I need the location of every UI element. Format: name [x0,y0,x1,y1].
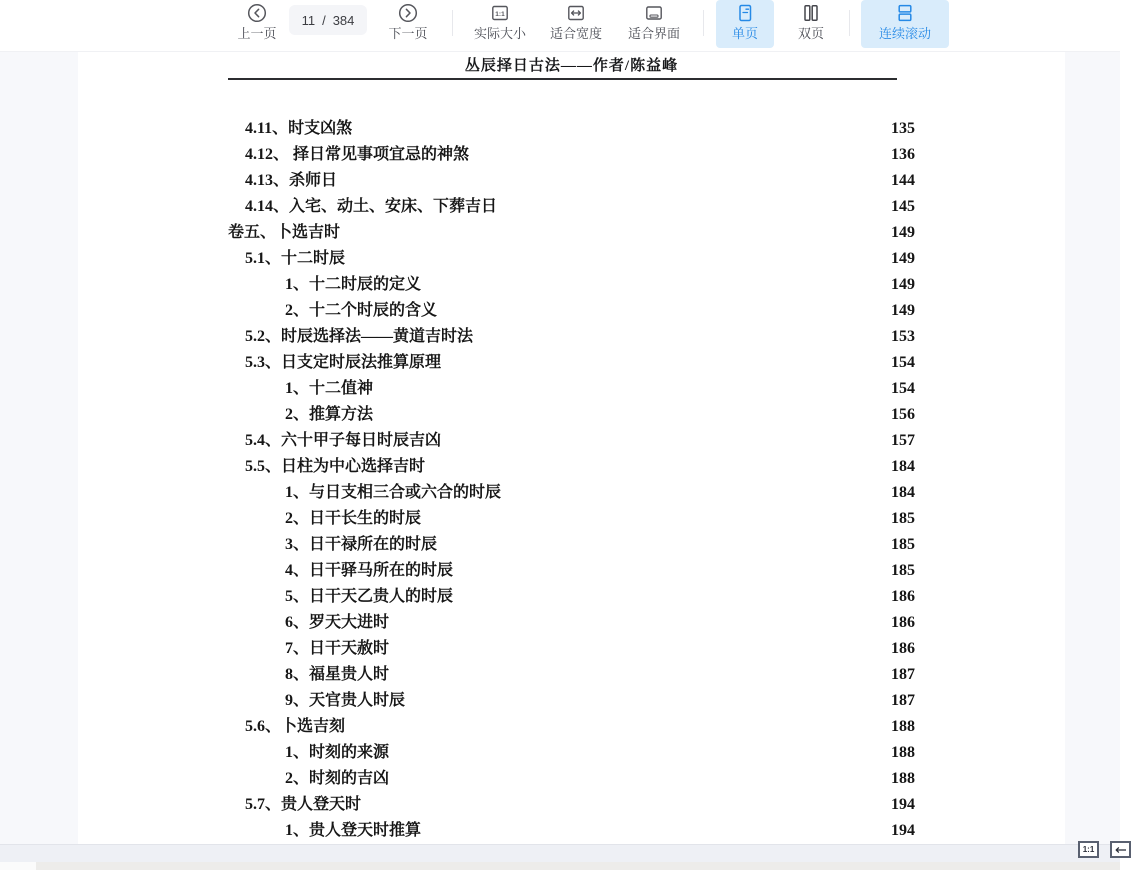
pdf-page[interactable] [78,52,1065,844]
toc-entry-label: 4.12、 择日常见事项宜忌的神煞 [245,146,470,163]
fit-width-icon [566,3,586,26]
toc-list [228,113,915,867]
toc-entry-page: 153 [891,328,915,345]
toc-entry-label: 2、时刻的吉凶 [285,770,390,787]
toc-entry [228,477,915,503]
prev-page-icon [247,3,267,26]
toc-entry [228,321,915,347]
toc-entry-page: 185 [891,536,915,553]
double-page-label: 双页 [797,26,824,41]
page-current: 11 [301,12,316,28]
toc-entry [228,607,915,633]
single-page-label: 单页 [731,26,758,41]
bottom-edge-strip [0,862,1120,870]
toc-entry [228,737,915,763]
toc-entry-page: 136 [891,146,915,163]
toc-entry [228,113,915,139]
toc-entry-label: 1、时刻的来源 [285,744,390,761]
toc-entry [228,399,915,425]
toc-entry [228,295,915,321]
toc-entry-label: 5.6、卜选吉刻 [245,718,346,735]
toc-entry [228,581,915,607]
toc-entry [228,451,915,477]
toc-entry-page: 144 [891,172,915,189]
mini-fit-width-icon[interactable] [1110,841,1131,858]
pdf-toolbar [0,0,1120,52]
toc-entry [228,685,915,711]
prev-page-button[interactable] [230,0,284,48]
toc-entry-label: 1、十二时辰的定义 [285,276,422,293]
toc-entry [228,373,915,399]
header-rule [228,78,897,80]
prev-page-label: 上一页 [237,26,277,41]
toc-entry [228,633,915,659]
toc-entry [228,269,915,295]
next-page-label: 下一页 [388,26,428,41]
toc-entry-page: 184 [891,458,915,475]
toc-entry-label: 1、贵人登天时推算 [285,822,422,839]
toc-entry-page: 149 [891,302,915,319]
next-page-button[interactable] [381,0,435,48]
toc-entry-label: 5.4、六十甲子每日时辰吉凶 [245,432,442,449]
toc-entry-label: 5、日干天乙贵人的时辰 [285,588,454,605]
toc-entry-page: 149 [891,250,915,267]
toc-entry-page: 157 [891,432,915,449]
toc-entry [228,555,915,581]
fit-width-button[interactable] [540,0,612,48]
toc-entry-label: 1、十二值神 [285,380,374,397]
toc-entry-page: 187 [891,692,915,709]
toc-entry-page: 184 [891,484,915,501]
page-total: 384 [332,12,355,28]
mini-actual-size-icon[interactable] [1078,841,1099,858]
toc-entry-label: 5.2、时辰选择法——黄道吉时法 [245,328,474,345]
toc-entry-page: 194 [891,822,915,839]
toc-entry-label: 8、福星贵人时 [285,666,390,683]
bottom-edge-strip-left [0,862,36,870]
fit-page-button[interactable] [618,0,690,48]
double-page-icon [801,3,821,26]
toc-entry-label: 4.11、时支凶煞 [245,120,353,137]
toc-entry-page: 186 [891,614,915,631]
toc-entry [228,243,915,269]
mini-actual-size-text: 1:1 [1082,845,1095,854]
actual-size-button[interactable] [464,0,536,48]
toc-entry-label: 2、推算方法 [285,406,374,423]
toc-entry [228,659,915,685]
toc-entry-label: 4、日干驿马所在的时辰 [285,562,454,579]
document-header-title: 丛辰择日古法——作者/陈益峰 [464,58,679,74]
toc-entry [228,139,915,165]
toc-entry [228,529,915,555]
toc-entry-page: 185 [891,562,915,579]
toc-entry-label: 6、罗天大进时 [285,614,390,631]
next-page-icon [398,3,418,26]
single-page-button[interactable] [716,0,774,48]
toc-entry-label: 1、与日支相三合或六合的时辰 [285,484,502,501]
toc-entry [228,347,915,373]
toc-entry-page: 185 [891,510,915,527]
toc-entry [228,763,915,789]
toc-entry-page: 194 [891,796,915,813]
page-number-input[interactable] [289,5,367,35]
toc-entry [228,503,915,529]
toc-entry-page: 154 [891,354,915,371]
toc-entry-page: 188 [891,718,915,735]
fit-page-label: 适合界面 [627,26,680,41]
actual-size-label: 实际大小 [473,26,526,41]
toolbar-divider [703,10,704,36]
toc-entry [228,815,915,841]
svg-text:1:1: 1:1 [495,10,505,18]
toc-entry-label: 5.1、十二时辰 [245,250,346,267]
toc-entry-label: 5.5、日柱为中心选择吉时 [245,458,426,475]
toc-entry-page: 186 [891,588,915,605]
toc-entry [228,217,915,243]
toc-entry-label: 5.7、贵人登天时 [245,796,362,813]
toc-entry-page: 188 [891,744,915,761]
toc-entry [228,425,915,451]
toc-entry-label: 2、十二个时辰的含义 [285,302,438,319]
continuous-scroll-button[interactable] [861,0,949,48]
toc-entry [228,191,915,217]
double-page-button[interactable] [785,0,837,48]
toc-entry-page: 149 [891,276,915,293]
toc-entry-label: 3、日干禄所在的时辰 [285,536,438,553]
bottom-status-bar [0,844,1120,862]
single-page-icon [735,3,755,26]
fit-page-icon [644,3,664,26]
toc-entry-label: 4.14、入宅、动土、安床、下葬吉日 [245,198,498,215]
document-viewer [0,52,1120,844]
toc-entry-label: 5.3、日支定时辰法推算原理 [245,354,442,371]
toc-entry-label: 2、日干长生的时辰 [285,510,422,527]
toc-entry-page: 156 [891,406,915,423]
toc-entry [228,165,915,191]
toc-entry-page: 154 [891,380,915,397]
continuous-scroll-icon [895,3,915,26]
toc-entry-page: 186 [891,640,915,657]
continuous-scroll-label: 连续滚动 [878,26,931,41]
toc-entry [228,789,915,815]
toc-entry-page: 187 [891,666,915,683]
toc-entry-page: 145 [891,198,915,215]
toc-entry-label: 4.13、杀师日 [245,172,338,189]
toolbar-divider [452,10,453,36]
fit-width-label: 适合宽度 [549,26,602,41]
toc-entry [228,711,915,737]
toc-entry-page: 149 [891,224,915,241]
scrollbar-track[interactable] [1065,52,1120,844]
toc-entry-page: 188 [891,770,915,787]
actual-size-icon [490,3,510,26]
left-panel-strip [0,52,78,844]
page-separator: / [322,12,326,28]
toc-entry-label: 9、天官贵人时辰 [285,692,406,709]
toc-entry-label: 7、日干天赦时 [285,640,390,657]
toc-entry-page: 135 [891,120,915,137]
toolbar-divider [849,10,850,36]
toc-entry-label: 卷五、卜选吉时 [228,224,341,241]
